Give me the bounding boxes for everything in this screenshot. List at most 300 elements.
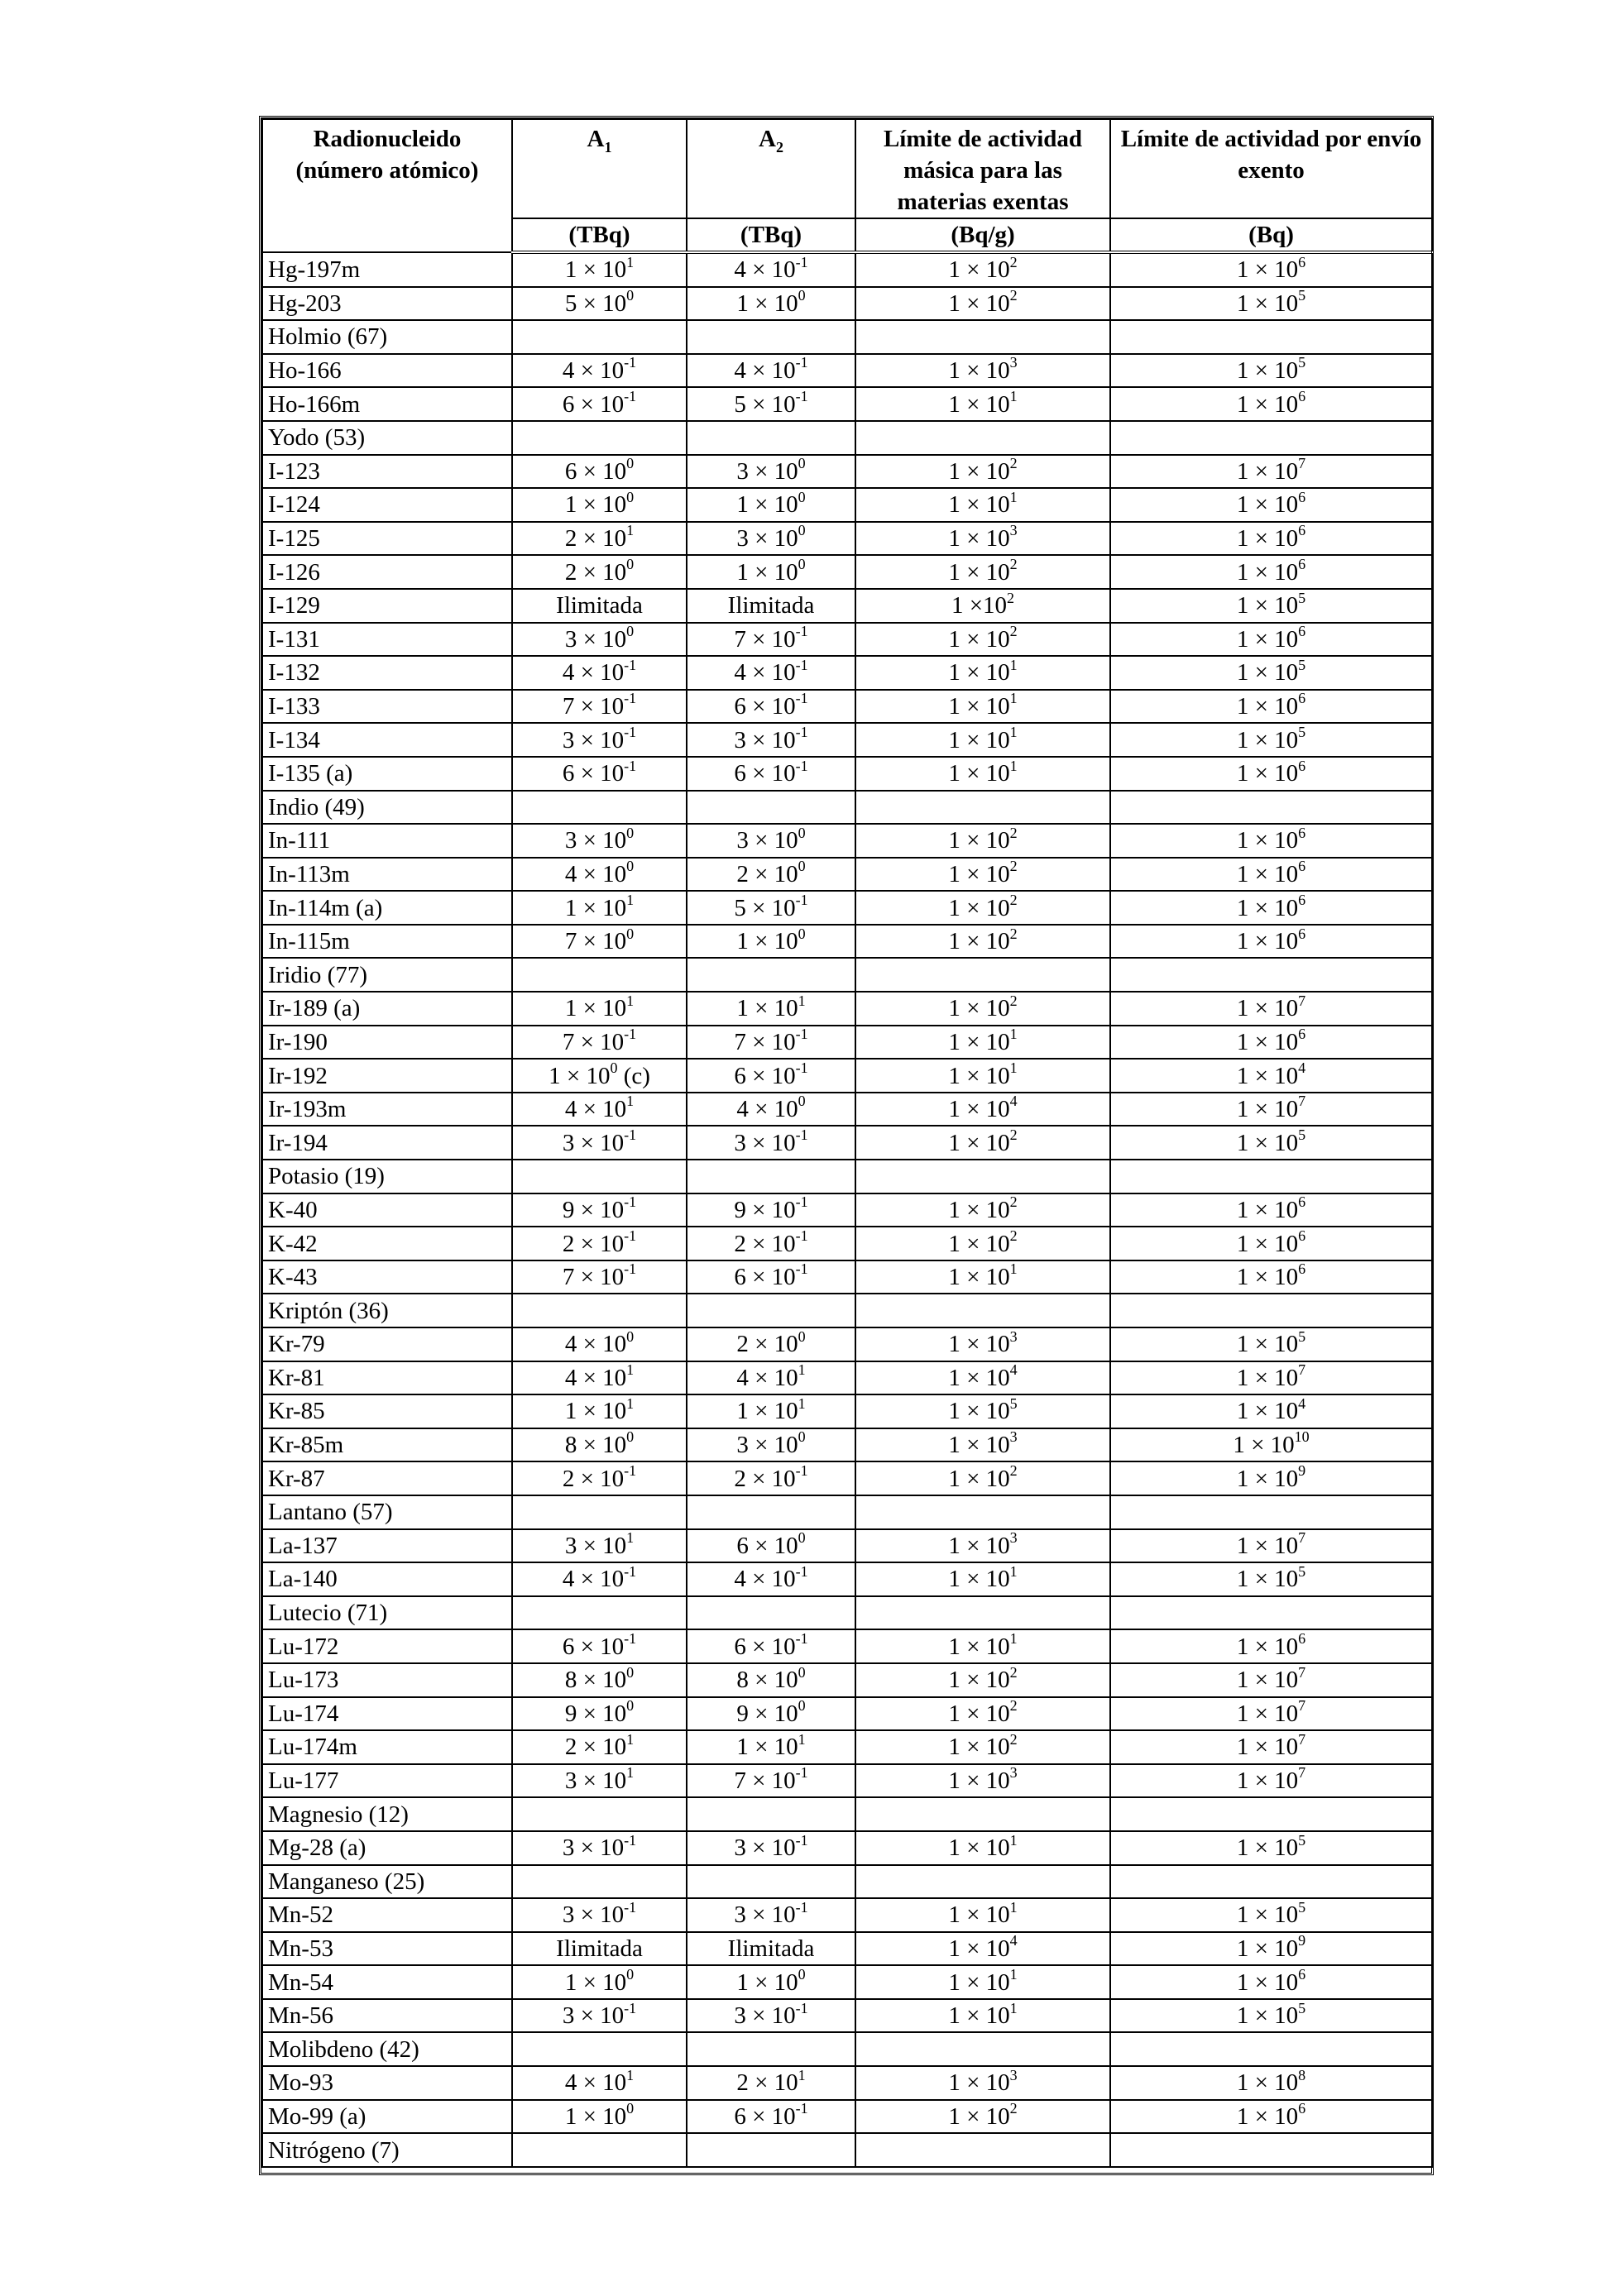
radionuclide-cell: I-135 (a): [262, 757, 512, 791]
mass-limit-cell: $1 \times 10^2$: [855, 824, 1110, 858]
a1-cell: $3 \times 10^1$: [512, 1529, 687, 1563]
consignment-limit-cell: [1110, 791, 1432, 825]
header-radionuclide-line2: (número atómico): [295, 157, 479, 184]
a1-cell: [512, 958, 687, 992]
a2-cell: $4 \times 10^{-1}$: [687, 354, 855, 388]
radionuclide-cell: Manganeso (25): [262, 1865, 512, 1899]
consignment-limit-cell: $1 \times 10^6$: [1110, 891, 1432, 925]
table-row: [262, 1093, 1432, 1126]
mass-limit-cell: $1 \times 10^1$: [855, 757, 1110, 791]
table-row: [262, 824, 1432, 858]
mass-limit-cell: [855, 1160, 1110, 1193]
a2-cell: [687, 1294, 855, 1327]
table-row: [262, 723, 1432, 757]
mass-limit-cell: [855, 2133, 1110, 2167]
unit-a2: (TBq): [687, 218, 855, 252]
mass-limit-cell: $1 \times 10^2$: [855, 1730, 1110, 1764]
a1-cell: $3 \times 10^{-1}$: [512, 1999, 687, 2033]
a1-cell: $2 \times 10^{-1}$: [512, 1227, 687, 1260]
consignment-limit-cell: [1110, 1865, 1432, 1899]
consignment-limit-cell: $1 \times 10^6$: [1110, 757, 1432, 791]
a1-cell: [512, 1294, 687, 1327]
consignment-limit-cell: $1 \times 10^5$: [1110, 1126, 1432, 1160]
a2-cell: $2 \times 10^{-1}$: [687, 1227, 855, 1260]
a1-cell: $2 \times 10^0$: [512, 555, 687, 589]
a2-cell: $4 \times 10^0$: [687, 1093, 855, 1126]
mass-limit-cell: $1 \times 10^1$: [855, 1965, 1110, 1999]
table-body: [262, 252, 1432, 2167]
consignment-limit-cell: $1 \times 10^5$: [1110, 1562, 1432, 1596]
consignment-limit-cell: $1 \times 10^7$: [1110, 1361, 1432, 1395]
mass-limit-cell: $1 \times 10^1$: [855, 656, 1110, 690]
a2-cell: [687, 2032, 855, 2066]
radionuclide-cell: I-133: [262, 690, 512, 724]
radionuclide-cell: Indio (49): [262, 791, 512, 825]
radionuclide-cell: I-124: [262, 488, 512, 522]
a2-cell: $6 \times 10^{-1}$: [687, 690, 855, 724]
consignment-limit-cell: $1 \times 10^5$: [1110, 589, 1432, 623]
consignment-limit-cell: $1 \times 10^5$: [1110, 354, 1432, 388]
a1-cell: [512, 1797, 687, 1831]
radionuclide-cell: Kr-81: [262, 1361, 512, 1395]
a1-cell: $4 \times 10^{-1}$: [512, 354, 687, 388]
mass-limit-cell: $1 \times 10^2$: [855, 623, 1110, 657]
table-row: [262, 354, 1432, 388]
a1-cell: $8 \times 10^0$: [512, 1428, 687, 1462]
header-mass-activity-limit: Límite de actividad másica para las materias exentas: [855, 119, 1110, 218]
mass-limit-cell: $1 \times 10^2$: [855, 1663, 1110, 1697]
radionuclide-cell: I-131: [262, 623, 512, 657]
a2-cell: [687, 421, 855, 455]
mass-limit-cell: $1 \times 10^4$: [855, 1093, 1110, 1126]
mass-limit-cell: $1 \times 10^2$: [855, 252, 1110, 287]
table-row: [262, 2100, 1432, 2134]
radionuclide-cell: Kr-85: [262, 1394, 512, 1428]
radionuclide-cell: I-126: [262, 555, 512, 589]
table-row: [262, 320, 1432, 354]
consignment-limit-cell: [1110, 1797, 1432, 1831]
table-row: [262, 757, 1432, 791]
consignment-limit-cell: $1 \times 10^7$: [1110, 992, 1432, 1026]
a1-cell: $4 \times 10^{-1}$: [512, 656, 687, 690]
a2-cell: $3 \times 10^0$: [687, 522, 855, 556]
table-row: [262, 1529, 1432, 1563]
table-row: [262, 1562, 1432, 1596]
radionuclide-cell: I-123: [262, 455, 512, 489]
a1-cell: $3 \times 10^{-1}$: [512, 723, 687, 757]
a2-cell: $3 \times 10^{-1}$: [687, 723, 855, 757]
a2-cell: $1 \times 10^0$: [687, 925, 855, 959]
mass-limit-cell: [855, 1596, 1110, 1630]
consignment-limit-cell: $1 \times 10^7$: [1110, 1764, 1432, 1798]
table-row: [262, 1898, 1432, 1932]
mass-limit-cell: $1 \times 10^2$: [855, 992, 1110, 1026]
consignment-limit-cell: [1110, 1596, 1432, 1630]
consignment-limit-cell: $1 \times 10^6$: [1110, 2100, 1432, 2134]
mass-limit-cell: $1 \times 10^1$: [855, 1898, 1110, 1932]
a1-cell: $1 \times 10^0$: [512, 2100, 687, 2134]
mass-limit-cell: $1 \times 10^1$: [855, 387, 1110, 421]
table-row: [262, 1260, 1432, 1294]
mass-limit-cell: $1 \times 10^1$: [855, 1562, 1110, 1596]
consignment-limit-cell: [1110, 1294, 1432, 1327]
radionuclide-cell: Holmio (67): [262, 320, 512, 354]
table-row: [262, 2133, 1432, 2167]
radionuclide-cell: Kriptón (36): [262, 1294, 512, 1327]
a1-cell: $4 \times 10^1$: [512, 1361, 687, 1395]
a2-cell: $5 \times 10^{-1}$: [687, 387, 855, 421]
a1-cell: $7 \times 10^{-1}$: [512, 690, 687, 724]
consignment-limit-cell: $1 \times 10^7$: [1110, 1730, 1432, 1764]
radionuclide-cell: K-40: [262, 1193, 512, 1227]
mass-limit-cell: $1 \times 10^2$: [855, 1697, 1110, 1731]
a2-cell: $6 \times 10^{-1}$: [687, 2100, 855, 2134]
consignment-limit-cell: $1 \times 10^5$: [1110, 723, 1432, 757]
a2-cell: $3 \times 10^{-1}$: [687, 1999, 855, 2033]
consignment-limit-cell: [1110, 1495, 1432, 1529]
a2-cell: [687, 1865, 855, 1899]
mass-limit-cell: $1 \times 10^3$: [855, 354, 1110, 388]
a1-cell: $3 \times 10^{-1}$: [512, 1831, 687, 1865]
table-row: [262, 455, 1432, 489]
mass-limit-cell: [855, 421, 1110, 455]
mass-limit-cell: $1 \times 10^1$: [855, 1999, 1110, 2033]
a1-cell: $2 \times 10^1$: [512, 522, 687, 556]
a1-cell: Ilimitada: [512, 589, 687, 623]
table-row: [262, 252, 1432, 287]
a1-cell: Ilimitada: [512, 1932, 687, 1966]
a1-cell: $4 \times 10^1$: [512, 2066, 687, 2100]
mass-limit-cell: [855, 791, 1110, 825]
table-row: [262, 1797, 1432, 1831]
consignment-limit-cell: $1 \times 10^6$: [1110, 252, 1432, 287]
consignment-limit-cell: $1 \times 10^6$: [1110, 387, 1432, 421]
a2-cell: $4 \times 10^{-1}$: [687, 1562, 855, 1596]
mass-limit-cell: $1 \times 10^2$: [855, 1227, 1110, 1260]
mass-limit-cell: [855, 1797, 1110, 1831]
consignment-limit-cell: $1 \times 10^6$: [1110, 1227, 1432, 1260]
consignment-limit-cell: $1 \times 10^6$: [1110, 690, 1432, 724]
consignment-limit-cell: $1 \times 10^5$: [1110, 1327, 1432, 1361]
mass-limit-cell: $1 \times 10^1$: [855, 1026, 1110, 1060]
consignment-limit-cell: $1 \times 10^7$: [1110, 1093, 1432, 1126]
a2-cell: $3 \times 10^{-1}$: [687, 1831, 855, 1865]
a2-cell: $2 \times 10^1$: [687, 2066, 855, 2100]
a1-cell: $1 \times 10^1$: [512, 1394, 687, 1428]
consignment-limit-cell: $1 \times 10^5$: [1110, 287, 1432, 321]
a2-cell: $6 \times 10^0$: [687, 1529, 855, 1563]
a2-cell: $2 \times 10^0$: [687, 1327, 855, 1361]
mass-limit-cell: $1 \times 10^1$: [855, 1059, 1110, 1093]
consignment-limit-cell: $1 \times 10^9$: [1110, 1461, 1432, 1495]
a1-cell: $1 \times 10^0$: [512, 488, 687, 522]
a2-cell: $2 \times 10^{-1}$: [687, 1461, 855, 1495]
mass-limit-cell: $1 \times 10^2$: [855, 1461, 1110, 1495]
mass-limit-cell: $1 \times 10^2$: [855, 1126, 1110, 1160]
a1-cell: $2 \times 10^1$: [512, 1730, 687, 1764]
a2-cell: [687, 320, 855, 354]
table-row: [262, 1697, 1432, 1731]
radionuclide-cell: La-137: [262, 1529, 512, 1563]
mass-limit-cell: $1 \times 10^2$: [855, 891, 1110, 925]
a2-cell: $3 \times 10^0$: [687, 824, 855, 858]
radionuclide-cell: Ir-194: [262, 1126, 512, 1160]
table-row: [262, 1327, 1432, 1361]
radionuclide-cell: La-140: [262, 1562, 512, 1596]
a2-cell: $9 \times 10^{-1}$: [687, 1193, 855, 1227]
mass-limit-cell: $1 \times 10^4$: [855, 1932, 1110, 1966]
a2-cell: $1 \times 10^0$: [687, 1965, 855, 1999]
radionuclide-cell: Magnesio (12): [262, 1797, 512, 1831]
table-row: [262, 1361, 1432, 1395]
radionuclide-cell: Mn-56: [262, 1999, 512, 2033]
radionuclide-cell: Kr-85m: [262, 1428, 512, 1462]
radionuclide-cell: Mg-28 (a): [262, 1831, 512, 1865]
table-row: [262, 1294, 1432, 1327]
table-row: [262, 1026, 1432, 1060]
a2-cell: $5 \times 10^{-1}$: [687, 891, 855, 925]
consignment-limit-cell: [1110, 958, 1432, 992]
a2-cell: $1 \times 10^0$: [687, 488, 855, 522]
a1-cell: [512, 1596, 687, 1630]
a1-cell: [512, 791, 687, 825]
a1-cell: $3 \times 10^{-1}$: [512, 1898, 687, 1932]
mass-limit-cell: [855, 320, 1110, 354]
a2-cell: $3 \times 10^0$: [687, 455, 855, 489]
a2-cell: $3 \times 10^0$: [687, 1428, 855, 1462]
a1-cell: $4 \times 10^1$: [512, 1093, 687, 1126]
consignment-limit-cell: [1110, 2032, 1432, 2066]
mass-limit-cell: $1 \times 10^1$: [855, 690, 1110, 724]
consignment-limit-cell: $1 \times 10^5$: [1110, 1999, 1432, 2033]
consignment-limit-cell: [1110, 421, 1432, 455]
consignment-limit-cell: $1 \times 10^6$: [1110, 858, 1432, 892]
consignment-limit-cell: [1110, 320, 1432, 354]
mass-limit-cell: $1 \times 10^3$: [855, 1529, 1110, 1563]
radionuclide-cell: Hg-203: [262, 287, 512, 321]
radionuclide-cell: Iridio (77): [262, 958, 512, 992]
table-row: [262, 1059, 1432, 1093]
radionuclide-cell: Ir-190: [262, 1026, 512, 1060]
consignment-limit-cell: $1 \times 10^6$: [1110, 555, 1432, 589]
mass-limit-cell: [855, 2032, 1110, 2066]
consignment-limit-cell: $1 \times 10^6$: [1110, 1193, 1432, 1227]
a2-cell: $7 \times 10^{-1}$: [687, 623, 855, 657]
a1-cell: [512, 421, 687, 455]
a1-cell: [512, 1495, 687, 1529]
table-row: [262, 1663, 1432, 1697]
header-consignment-activity-limit: Límite de actividad por envío exento: [1110, 119, 1432, 218]
consignment-limit-cell: $1 \times 10^6$: [1110, 925, 1432, 959]
radionuclide-cell: K-42: [262, 1227, 512, 1260]
radionuclide-cell: Mo-93: [262, 2066, 512, 2100]
a1-cell: $6 \times 10^{-1}$: [512, 1629, 687, 1663]
a1-cell: $7 \times 10^0$: [512, 925, 687, 959]
a1-cell: $3 \times 10^{-1}$: [512, 1126, 687, 1160]
consignment-limit-cell: [1110, 1160, 1432, 1193]
radionuclide-cell: Kr-87: [262, 1461, 512, 1495]
consignment-limit-cell: $1 \times 10^5$: [1110, 1898, 1432, 1932]
radionuclide-cell: Hg-197m: [262, 252, 512, 287]
table-row: [262, 589, 1432, 623]
consignment-limit-cell: $1 \times 10^7$: [1110, 1529, 1432, 1563]
mass-limit-cell: $1 \times 10^1$: [855, 1831, 1110, 1865]
header-radionuclide: [262, 119, 512, 252]
a1-cell: $1 \times 10^1$: [512, 252, 687, 287]
table-row: [262, 1160, 1432, 1193]
mass-limit-cell: $1 \times 10^3$: [855, 1428, 1110, 1462]
mass-limit-cell: $1 \times 10^2$: [855, 589, 1110, 623]
a1-cell: [512, 1160, 687, 1193]
a1-cell: $8 \times 10^0$: [512, 1663, 687, 1697]
radionuclide-cell: Lu-174: [262, 1697, 512, 1731]
mass-limit-cell: $1 \times 10^1$: [855, 488, 1110, 522]
radionuclide-cell: Ho-166: [262, 354, 512, 388]
a1-cell: $3 \times 10^0$: [512, 623, 687, 657]
mass-limit-cell: $1 \times 10^2$: [855, 925, 1110, 959]
a2-cell: $4 \times 10^{-1}$: [687, 252, 855, 287]
consignment-limit-cell: $1 \times 10^7$: [1110, 1697, 1432, 1731]
consignment-limit-cell: $1 \times 10^5$: [1110, 656, 1432, 690]
table-row: [262, 488, 1432, 522]
table-row: [262, 1193, 1432, 1227]
table-row: [262, 555, 1432, 589]
a2-cell: Ilimitada: [687, 1932, 855, 1966]
table-row: [262, 891, 1432, 925]
radionuclide-cell: I-134: [262, 723, 512, 757]
mass-limit-cell: $1 \times 10^1$: [855, 1629, 1110, 1663]
table-row: [262, 1394, 1432, 1428]
table-row: [262, 791, 1432, 825]
a1-cell: $6 \times 10^{-1}$: [512, 757, 687, 791]
radionuclide-cell: In-114m (a): [262, 891, 512, 925]
mass-limit-cell: $1 \times 10^2$: [855, 2100, 1110, 2134]
a2-cell: [687, 1797, 855, 1831]
table-row: [262, 2066, 1432, 2100]
table-row: [262, 421, 1432, 455]
radionuclide-cell: Lu-172: [262, 1629, 512, 1663]
a1-cell: $5 \times 10^0$: [512, 287, 687, 321]
consignment-limit-cell: $1 \times 10^4$: [1110, 1059, 1432, 1093]
a2-cell: $7 \times 10^{-1}$: [687, 1764, 855, 1798]
mass-limit-cell: $1 \times 10^2$: [855, 455, 1110, 489]
a1-cell: [512, 320, 687, 354]
table-row: [262, 1596, 1432, 1630]
table-row: [262, 2032, 1432, 2066]
header-radionuclide-line1: Radionucleido: [313, 126, 462, 152]
radionuclide-cell: Mn-52: [262, 1898, 512, 1932]
a2-cell: [687, 958, 855, 992]
a2-cell: [687, 791, 855, 825]
consignment-limit-cell: $1 \times 10^6$: [1110, 1629, 1432, 1663]
a1-cell: $1 \times 10^1$: [512, 992, 687, 1026]
radionuclide-cell: I-125: [262, 522, 512, 556]
mass-limit-cell: [855, 1294, 1110, 1327]
a2-cell: [687, 1495, 855, 1529]
table-row: [262, 1865, 1432, 1899]
a2-cell: $3 \times 10^{-1}$: [687, 1898, 855, 1932]
header-a1: $A_1$: [512, 119, 687, 218]
table-row: [262, 656, 1432, 690]
radionuclide-cell: Ir-193m: [262, 1093, 512, 1126]
radionuclide-cell: I-132: [262, 656, 512, 690]
a1-cell: $4 \times 10^{-1}$: [512, 1562, 687, 1596]
table-row: [262, 1831, 1432, 1865]
radionuclide-cell: Ho-166m: [262, 387, 512, 421]
consignment-limit-cell: $1 \times 10^4$: [1110, 1394, 1432, 1428]
a2-cell: [687, 1596, 855, 1630]
consignment-limit-cell: $1 \times 10^6$: [1110, 1260, 1432, 1294]
radionuclide-cell: Molibdeno (42): [262, 2032, 512, 2066]
radionuclide-cell: Ir-189 (a): [262, 992, 512, 1026]
consignment-limit-cell: [1110, 2133, 1432, 2167]
a1-cell: $6 \times 10^{-1}$: [512, 387, 687, 421]
a2-cell: $6 \times 10^{-1}$: [687, 757, 855, 791]
unit-a1: (TBq): [512, 218, 687, 252]
radionuclide-cell: Ir-192: [262, 1059, 512, 1093]
a1-cell: [512, 2032, 687, 2066]
radionuclide-cell: Lu-174m: [262, 1730, 512, 1764]
radionuclide-cell: Mn-54: [262, 1965, 512, 1999]
radionuclide-cell: Mo-99 (a): [262, 2100, 512, 2134]
a1-cell: $1 \times 10^1$: [512, 891, 687, 925]
a1-cell: [512, 1865, 687, 1899]
table-row: [262, 1965, 1432, 1999]
consignment-limit-cell: $1 \times 10^6$: [1110, 1965, 1432, 1999]
a2-cell: $4 \times 10^1$: [687, 1361, 855, 1395]
table-row: [262, 1932, 1432, 1966]
a1-cell: [512, 2133, 687, 2167]
table-row: [262, 992, 1432, 1026]
radionuclide-cell: Lutecio (71): [262, 1596, 512, 1630]
radionuclide-cell: Kr-79: [262, 1327, 512, 1361]
a1-cell: $9 \times 10^{-1}$: [512, 1193, 687, 1227]
consignment-limit-cell: $1 \times 10^9$: [1110, 1932, 1432, 1966]
table-row: [262, 690, 1432, 724]
table-row: [262, 1227, 1432, 1260]
radionuclide-cell: I-129: [262, 589, 512, 623]
table-row: [262, 925, 1432, 959]
mass-limit-cell: [855, 1865, 1110, 1899]
a2-cell: $2 \times 10^0$: [687, 858, 855, 892]
a2-cell: [687, 2133, 855, 2167]
radionuclide-cell: Lu-177: [262, 1764, 512, 1798]
mass-limit-cell: $1 \times 10^5$: [855, 1394, 1110, 1428]
a2-cell: $1 \times 10^1$: [687, 1394, 855, 1428]
a2-cell: $6 \times 10^{-1}$: [687, 1629, 855, 1663]
a1-cell: $1 \times 10^0$: [512, 1965, 687, 1999]
header-a2: $A_2$: [687, 119, 855, 218]
a2-cell: [687, 1160, 855, 1193]
table-row: [262, 623, 1432, 657]
mass-limit-cell: $1 \times 10^3$: [855, 2066, 1110, 2100]
mass-limit-cell: $1 \times 10^3$: [855, 522, 1110, 556]
a1-cell: $9 \times 10^0$: [512, 1697, 687, 1731]
consignment-limit-cell: $1 \times 10^6$: [1110, 623, 1432, 657]
consignment-limit-cell: $1 \times 10^6$: [1110, 1026, 1432, 1060]
a1-cell: $3 \times 10^0$: [512, 824, 687, 858]
mass-limit-cell: $1 \times 10^2$: [855, 287, 1110, 321]
mass-limit-cell: $1 \times 10^1$: [855, 723, 1110, 757]
table-row: [262, 287, 1432, 321]
a1-cell: $2 \times 10^{-1}$: [512, 1461, 687, 1495]
consignment-limit-cell: $1 \times 10^6$: [1110, 488, 1432, 522]
consignment-limit-cell: $1 \times 10^7$: [1110, 1663, 1432, 1697]
radionuclide-cell: Nitrógeno (7): [262, 2133, 512, 2167]
a2-cell: $1 \times 10^1$: [687, 992, 855, 1026]
consignment-limit-cell: $1 \times 10^{10}$: [1110, 1428, 1432, 1462]
table-row: [262, 958, 1432, 992]
